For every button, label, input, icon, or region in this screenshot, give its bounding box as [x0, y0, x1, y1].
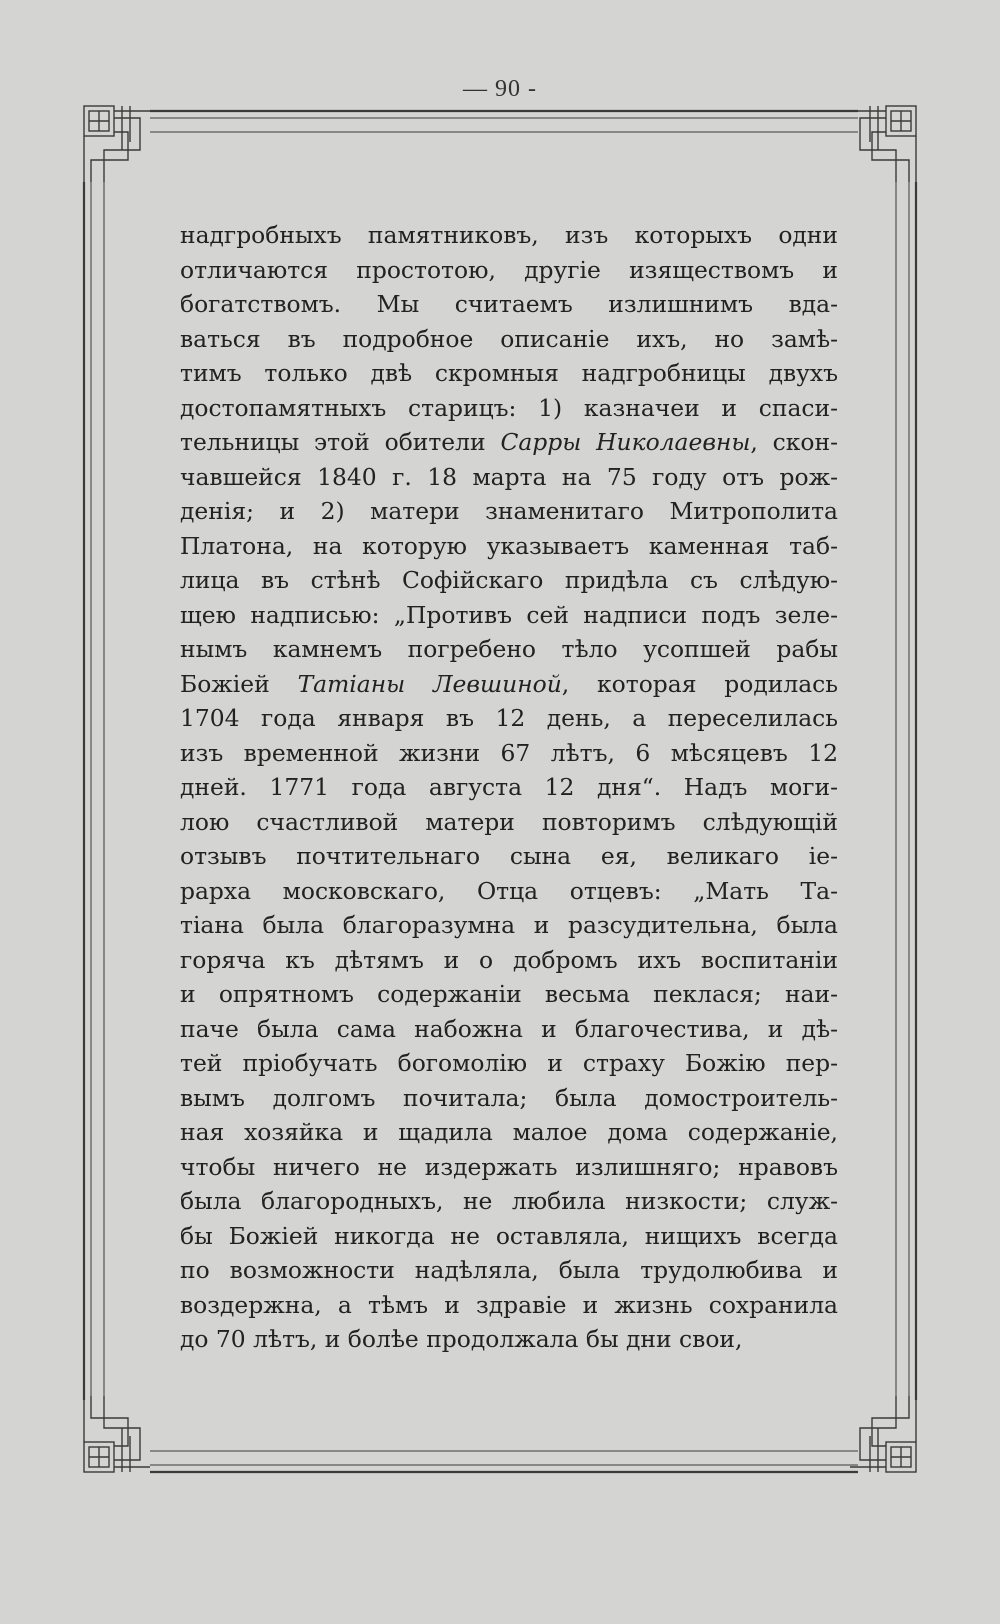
- text-line: лою счастливой матери повторимъ слѣдующій: [180, 807, 838, 836]
- text-line: отличаются простотою, другіе изяществомъ и: [180, 255, 838, 284]
- text-line: чавшейся 1840 г. 18 марта на 75 году отъ рож-: [180, 462, 838, 491]
- text-line: [180, 425, 838, 460]
- corner-ornament-bottom-left: [84, 1396, 150, 1472]
- text-line: денія; и 2) матери знаменитаго Митрополита: [180, 497, 838, 525]
- text-line: изъ временной жизни 67 лѣтъ, 6 мѣсяцевъ 12: [180, 738, 838, 767]
- body-text: [180, 218, 838, 1357]
- text-line: тей пріобучать богомолію и страху Божію пер-: [180, 1049, 838, 1077]
- text-line: 1704 года января въ 12 день, а переселилась: [180, 704, 838, 732]
- text-line: щею надписью: „Противъ сей надписи подъ зеле-: [180, 600, 838, 629]
- text-line: ваться въ подробное описаніе ихъ, но замѣ-: [180, 324, 838, 353]
- corner-ornament-bottom-right: [850, 1396, 916, 1472]
- text-line: и опрятномъ содержаніи весьма пеклася; наи-: [180, 980, 838, 1008]
- text-run: , скон-: [750, 428, 838, 456]
- italic-name: Татіаны Левшиной: [297, 669, 562, 698]
- text-line: достопамятныхъ старицъ: 1) казначеи и спаси-: [180, 393, 838, 422]
- text-line: горяча къ дѣтямъ и о добромъ ихъ воспитаніи: [180, 945, 838, 974]
- text-line: чтобы ничего не издержать излишняго; нравовъ: [180, 1152, 838, 1181]
- text-line: ная хозяйка и щадила малое дома содержаніе,: [180, 1118, 838, 1146]
- text-run: , которая родилась: [561, 669, 838, 698]
- text-line: богатствомъ. Мы считаемъ излишнимъ вда-: [180, 290, 838, 318]
- text-run: Божіей: [180, 669, 298, 698]
- text-line: Платона, на которую указываетъ каменная таб-: [180, 531, 838, 560]
- text-run: тельницы этой обители: [180, 428, 501, 456]
- corner-ornament-top-left: [84, 106, 150, 182]
- text-line: нымъ камнемъ погребено тѣло усопшей рабы: [180, 635, 838, 663]
- text-line: воздержна, а тѣмъ и здравіе и жизнь сохранила: [180, 1290, 838, 1319]
- text-line: надгробныхъ памятниковъ, изъ которыхъ одни: [180, 221, 838, 249]
- text-line: до 70 лѣтъ, и болѣе продолжала бы дни свои,: [180, 1325, 743, 1353]
- text-line: дней. 1771 года августа 12 дня“. Надъ моги-: [180, 773, 838, 801]
- corner-ornament-top-right: [850, 106, 916, 182]
- italic-name: Сарры Николаевны: [500, 428, 751, 456]
- text-line: отзывъ почтительнаго сына ея, великаго іе-: [180, 842, 838, 870]
- text-line: вымъ долгомъ почитала; была домостроитель-: [180, 1083, 838, 1112]
- text-line: рарха московскаго, Отца отцевъ: „Мать Та-: [180, 876, 838, 905]
- page-number: — 90 -: [463, 76, 537, 102]
- text-line: была благородныхъ, не любила низкости; служ-: [180, 1187, 838, 1215]
- text-line: паче была сама набожна и благочестива, и дѣ-: [180, 1014, 838, 1043]
- text-line: бы Божіей никогда не оставляла, нищихъ всегда: [180, 1221, 838, 1250]
- text-line: лица въ стѣнѣ Софійскаго придѣла съ слѣдую-: [180, 566, 838, 594]
- text-line: тимъ только двѣ скромныя надгробницы двухъ: [180, 359, 838, 387]
- text-line: [180, 667, 838, 702]
- text-line: по возможности надѣляла, была трудолюбива и: [180, 1256, 838, 1284]
- text-line: тіана была благоразумна и разсудительна, была: [180, 911, 838, 939]
